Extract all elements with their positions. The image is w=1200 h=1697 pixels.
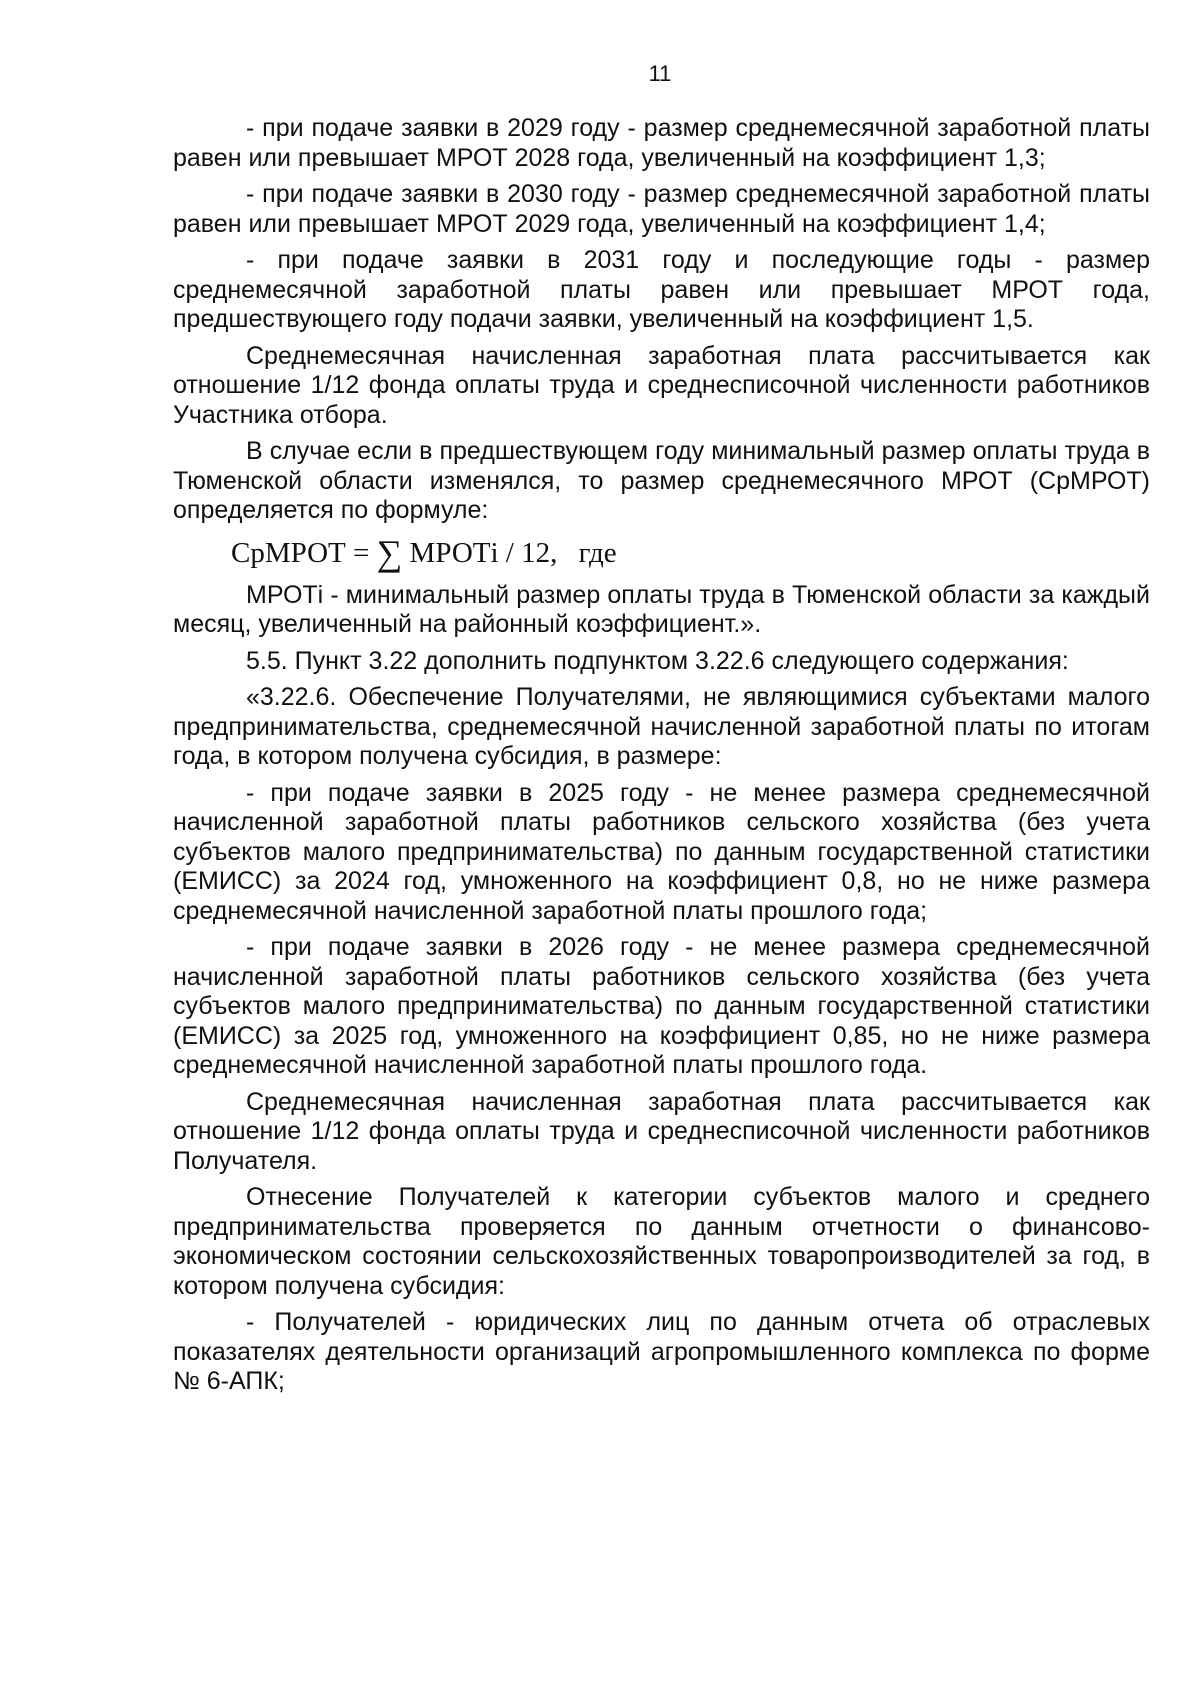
paragraph-formula-intro: В случае если в предшествующем году минимальный размер оплаты труда в Тюменской области изменялся, то размер среднемесячного МРОТ (СрМРОТ) определяется по формуле: [173, 437, 1150, 524]
formula-lhs: СрМРОТ = [231, 536, 370, 569]
paragraph-mrot-2029: - при подаче заявки в 2029 году - размер среднемесячной заработной платы равен или превышает МРОТ 2028 года, увеличенный на коэффициент 1,3; [173, 114, 1150, 172]
paragraph-average-salary-recipient: Среднемесячная начисленная заработная плата рассчитывается как отношение 1/12 фонда оплаты труда и среднесписочной численности работников Получателя. [173, 1087, 1150, 1175]
document-body [173, 114, 1150, 1404]
paragraph-legal-entities: - Получателей - юридических лиц по данным отчета об отраслевых показателях деятельности организаций агропромышленного комплекса по форме № 6-АПК; [173, 1308, 1150, 1395]
paragraph-mroti-definition: МРОТi - минимальный размер оплаты труда в Тюменской области за каждый месяц, увеличенный на районный коэффициент.». [173, 580, 1150, 638]
sigma-symbol: ∑ [376, 532, 403, 573]
paragraph-salary-2025: - при подаче заявки в 2025 году - не менее размера среднемесячной начисленной заработной платы работников сельского хозяйства (без учета субъектов малого предпринимательства) по данным государственной статистики (ЕМИСС) за 2024 год, умноженного на коэффициент 0,8, но не ниже размера среднемесячной начисленной заработной платы прошлого года; [173, 778, 1150, 925]
paragraph-clause-5-5: 5.5. Пункт 3.22 дополнить подпунктом 3.22.6 следующего содержания: [246, 646, 1069, 675]
paragraph-mrot-2031: - при подаче заявки в 2031 году и последующие годы - размер среднемесячной заработной платы равен или превышает МРОТ года, предшествующего году подачи заявки, увеличенный на коэффициент 1,5. [173, 246, 1150, 333]
paragraph-salary-2026: - при подаче заявки в 2026 году - не менее размера среднемесячной начисленной заработной платы работников сельского хозяйства (без учета субъектов малого предпринимательства) по данным государственной статистики (ЕМИСС) за 2025 год, умноженного на коэффициент 0,85, но не ниже размера среднемесячной начисленной заработной платы прошлого года. [173, 933, 1150, 1079]
paragraph-sme-category: Отнесение Получателей к категории субъектов малого и среднего предпринимательства проверяется по данным отчетности о финансово-экономическом состоянии сельскохозяйственных товаропроизводителей за год, в котором получена субсидия: [173, 1183, 1150, 1300]
paragraph-mrot-2030: - при подаче заявки в 2030 году - размер среднемесячной заработной платы равен или превышает МРОТ 2029 года, увеличенный на коэффициент 1,4; [173, 180, 1150, 238]
paragraph-average-salary-definition: Среднемесячная начисленная заработная плата рассчитывается как отношение 1/12 фонда оплаты труда и среднесписочной численности работников Участника отбора. [173, 341, 1150, 429]
formula-rhs: МРОТi / 12, [409, 536, 558, 569]
formula-where: где [578, 536, 617, 569]
formula-avg-mrot [231, 533, 1150, 573]
page-number: 11 [648, 61, 672, 86]
paragraph-clause-3-22-6: «3.22.6. Обеспечение Получателями, не являющимися субъектами малого предпринимательства, среднемесячной начисленной заработной платы по итогам года, в котором получена субсидия, в размере: [173, 683, 1150, 770]
